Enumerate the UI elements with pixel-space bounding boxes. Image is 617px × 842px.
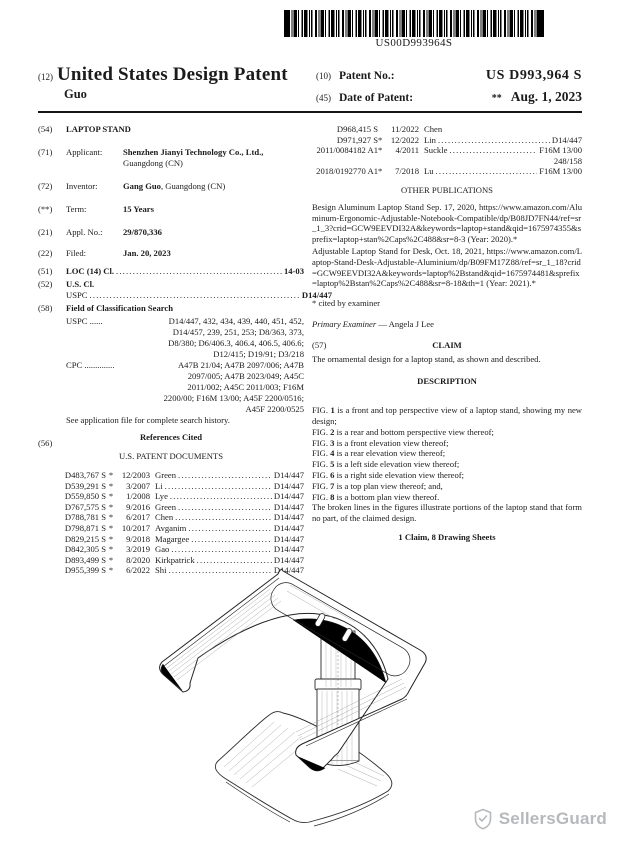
patent-number: US D993,964 S xyxy=(485,68,582,83)
uspc-label: USPC xyxy=(66,290,88,300)
field-search-label: Field of Classification Search xyxy=(66,303,174,313)
publication-citation: Adjustable Laptop Stand for Desk, Oct. 18, 2021, https://www.amazon.com/Laptop-Stand-Desk-Adjustable-Aluminium/dp/B09FM17Z88/ref=sr_1_18?crid=GCW9EEVDI32A&keywords=laptop%2Bstand&qid=1675974481&sprefix=laptop%2Bstan%2Caps%2C488&sr=8-18&th=1 (Year: 2021).* xyxy=(312,245,582,289)
field-code: (51) xyxy=(38,266,53,276)
field-code-10: (10) xyxy=(316,71,331,81)
uspc-search-line: D12/415; D19/91; D3/218 xyxy=(213,349,304,359)
field-code-12: (12) xyxy=(38,72,53,82)
primary-examiner-label: Primary Examiner xyxy=(312,318,377,329)
primary-examiner-name: — Angela J Lee xyxy=(378,318,434,329)
field-56-references xyxy=(38,432,304,576)
dot-leader xyxy=(171,544,272,555)
dot-leader xyxy=(178,502,272,513)
filed-label: Filed: xyxy=(66,248,87,258)
field-72-inventor xyxy=(38,181,304,192)
field-code: (56) xyxy=(38,438,53,448)
search-history-note: See application file for complete search history. xyxy=(66,415,230,425)
publication-citation: Besign Aluminum Laptop Stand Sep. 17, 2020, https://www.amazon.com/Aluminum-Ergonomic-Adjustable-Notebook-Compatible/dp/B08JD7FN44/ref=sr_1_3?crid=GCW9EEVDI32A&keywords=laptop+stand&qid=1675974355&sprefix=laptop+stan%2Caps%2C488&sr=8-3 (Year: 2020).* xyxy=(312,201,582,245)
table-row: 2018/0192770 A1 * 7/2018 Lu ..... F16M 13/00 xyxy=(312,166,582,177)
table-row: D829,215 S * 9/2018 Magargee ..... D14/447 xyxy=(56,534,304,545)
figure-description: FIG. 4 is a rear elevation view thereof; xyxy=(312,448,446,459)
dot-leader xyxy=(449,145,537,156)
table-row: 2011/0084182 A1 * 4/2011 Suckle ..... F16M 13/00 xyxy=(312,145,582,156)
uspc-value: D14/447 xyxy=(301,290,332,300)
dot-leader xyxy=(188,523,272,534)
field-58-search xyxy=(38,303,304,426)
figure-description: FIG. 3 is a front elevation view thereof; xyxy=(312,437,449,448)
dot-leader xyxy=(178,470,272,481)
watermark-brand xyxy=(473,808,607,830)
filed-value: Jan. 20, 2023 xyxy=(123,248,171,258)
field-52-us-cl xyxy=(38,279,332,301)
table-row: D559,850 S * 1/2008 Lye ..... D14/447 xyxy=(56,491,304,502)
field-code: (22) xyxy=(38,248,53,258)
term-value: 15 Years xyxy=(123,204,154,214)
field-code: (58) xyxy=(38,303,53,313)
figure-1-drawing xyxy=(150,563,480,835)
inventor-name: Gang Guo xyxy=(123,181,161,191)
field-71-applicant xyxy=(38,147,304,169)
field-code: (**) xyxy=(38,204,53,214)
dot-leader xyxy=(165,481,272,492)
figure-description: FIG. 8 is a bottom plan view thereof. xyxy=(312,491,440,502)
table-row: D483,767 S * 12/2003 Green ..... D14/447 xyxy=(56,470,304,481)
patent-date: Aug. 1, 2023 xyxy=(510,89,582,104)
loc-label: LOC (14) Cl. xyxy=(66,266,114,276)
inventor-surname: Guo xyxy=(64,87,87,101)
field-code: (71) xyxy=(38,147,53,157)
table-row: D893,499 S * 8/2020 Kirkpatrick ..... D14/447 xyxy=(56,555,304,566)
brand-name: SellersGuard xyxy=(498,809,607,828)
uspc-search-line: D14/447, 432, 434, 439, 440, 451, 452, xyxy=(168,316,304,326)
us-patent-documents-table xyxy=(56,470,304,576)
invention-title: LAPTOP STAND xyxy=(66,124,131,134)
left-column xyxy=(38,124,332,576)
table-row: D842,305 S * 3/2019 Gao ..... D14/447 xyxy=(56,544,304,555)
claim-title: CLAIM xyxy=(432,339,462,350)
figure-description: FIG. 5 is a left side elevation view thereof; xyxy=(312,459,460,470)
broken-lines-note: The broken lines in the figures illustrate portions of the laptop stand that form no part, of the claimed design. xyxy=(312,502,582,524)
header-right xyxy=(316,68,582,110)
primary-examiner-line xyxy=(312,319,582,330)
table-row: D971,927 S * 12/2022 Lin ..... D14/447 xyxy=(312,135,582,146)
right-column xyxy=(312,124,582,543)
field-code: (21) xyxy=(38,227,53,237)
barcode-number: US00D993964S xyxy=(375,37,453,49)
uspc-search-label: USPC ...... xyxy=(66,316,103,326)
cpc-search-label: CPC .............. xyxy=(66,360,115,370)
patent-no-label: Patent No.: xyxy=(339,70,395,82)
cpc-search-line: 2200/00; F16M 13/00; A45F 2200/0516; xyxy=(163,393,304,403)
inventor-label: Inventor: xyxy=(66,181,98,191)
table-row: D955,399 S * 6/2022 Shi ..... D14/447 xyxy=(56,565,304,576)
claim-text: The ornamental design for a laptop stand, as shown and described. xyxy=(312,353,541,364)
barcode-bars-image xyxy=(284,10,544,37)
dot-leader xyxy=(116,266,282,277)
figure-descriptions xyxy=(312,405,582,502)
table-row: D767,575 S * 9/2016 Green ..... D14/447 xyxy=(56,502,304,513)
field-code-57: (57) xyxy=(312,339,327,350)
us-patent-documents-table-continued xyxy=(312,124,582,177)
table-row: D788,781 S * 6/2017 Chen ..... D14/447 xyxy=(56,512,304,523)
uspc-search-line: D14/457, 239, 251, 253; D8/363, 373, xyxy=(172,327,304,337)
table-row: D539,291 S * 3/2007 Li ..... D14/447 xyxy=(56,481,304,492)
references-cited-heading: References Cited xyxy=(139,432,203,442)
dot-leader xyxy=(438,135,550,146)
applicant-name: Shenzhen Jianyi Technology Co., Ltd., xyxy=(123,147,264,157)
field-54-title xyxy=(38,124,304,135)
term-stars: ** xyxy=(491,93,502,104)
field-code: (72) xyxy=(38,181,53,191)
cpc-search-line: A45F 2200/0525 xyxy=(245,404,304,414)
dot-leader xyxy=(175,512,272,523)
term-label: Term: xyxy=(66,204,87,214)
us-cl-label: U.S. Cl. xyxy=(66,279,95,289)
field-21-appl-no xyxy=(38,227,304,238)
cpc-search-line: 2097/005; A47B 2023/049; A45C xyxy=(187,371,304,381)
table-row: D968,415 S 11/2022 Chen xyxy=(336,124,443,134)
figure-description: FIG. 1 is a front and top perspective view of a laptop stand, showing my new design; xyxy=(312,405,583,426)
table-row-continuation: 248/158 xyxy=(553,155,582,166)
appl-no-value: 29/870,336 xyxy=(123,227,162,237)
dot-leader xyxy=(90,290,300,301)
header-divider xyxy=(38,111,582,113)
cpc-search-line: 2011/002; A45C 2011/003; F16M xyxy=(187,382,304,392)
cited-by-examiner-note: * cited by examiner xyxy=(312,298,381,309)
applicant-location: Guangdong (CN) xyxy=(123,158,183,168)
field-code-45: (45) xyxy=(316,93,331,103)
shield-icon xyxy=(473,808,493,830)
table-row: D798,871 S * 10/2017 Avganim ..... D14/447 xyxy=(56,523,304,534)
field-code: (54) xyxy=(38,124,53,134)
field-51-loc xyxy=(38,266,304,277)
header-left xyxy=(38,64,288,102)
figure-description: FIG. 2 is a rear and bottom perspective view thereof; xyxy=(312,426,494,437)
applicant-label: Applicant: xyxy=(66,147,103,157)
loc-value: 14-03 xyxy=(283,266,304,276)
inventor-location: , Guangdong (CN) xyxy=(160,181,226,191)
other-publications-heading: OTHER PUBLICATIONS xyxy=(401,184,493,195)
claim-heading xyxy=(312,340,582,351)
dot-leader xyxy=(170,491,272,502)
field-22-filed xyxy=(38,248,304,259)
dot-leader xyxy=(191,534,272,545)
us-patent-documents-heading: U.S. PATENT DOCUMENTS xyxy=(118,451,224,461)
cpc-search-line: A47B 21/04; A47B 2097/006; A47B xyxy=(177,360,304,370)
uspc-search-line: D8/380; D6/406.3, 406.4, 406.5, 406.6; xyxy=(168,338,304,348)
document-title: United States Design Patent xyxy=(57,64,288,85)
barcode xyxy=(284,10,544,49)
figure-description: FIG. 6 is a right side elevation view thereof; xyxy=(312,469,465,480)
date-of-patent-label: Date of Patent: xyxy=(339,92,414,104)
figure-description: FIG. 7 is a top plan view thereof; and, xyxy=(312,480,443,491)
claims-sheets-note: 1 Claim, 8 Drawing Sheets xyxy=(398,531,496,542)
appl-no-label: Appl. No.: xyxy=(66,227,103,237)
field-code: (52) xyxy=(38,279,53,289)
field-term xyxy=(38,204,304,215)
description-heading: DESCRIPTION xyxy=(417,376,477,387)
dot-leader xyxy=(436,166,538,177)
